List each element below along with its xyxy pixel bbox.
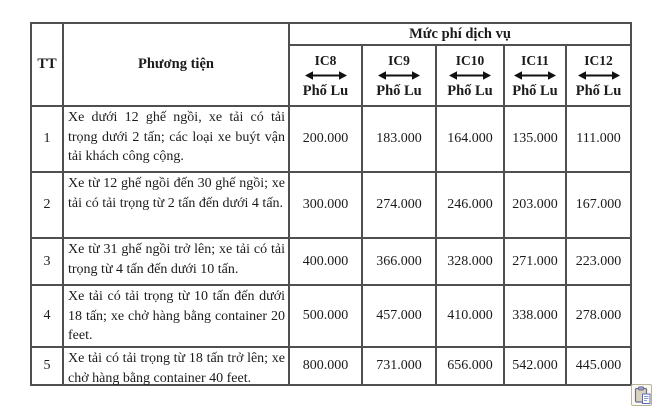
station-code: IC12: [584, 52, 613, 68]
fee-value: 164.000: [436, 106, 504, 172]
vehicle-description: Xe tải có tải trọng từ 18 tấn trở lên; xe chở hàng bằng container 40 feet.: [63, 347, 289, 385]
station-header-ic8: [289, 45, 362, 106]
vehicle-description: Xe tải có tải trọng từ 10 tấn đến dưới 18 tấn; xe chở hàng bằng container 20 feet.: [63, 285, 289, 347]
paste-options-button[interactable]: [631, 384, 652, 406]
vehicle-description: Xe từ 31 ghế ngồi trở lên; xe tải có tải trọng từ 4 tấn đến dưới 10 tấn.: [63, 238, 289, 285]
station-name: Phố Lu: [302, 82, 349, 99]
row-number: 3: [31, 238, 63, 285]
station-name: Phố Lu: [512, 82, 558, 99]
fee-value: 203.000: [504, 172, 566, 238]
table-row: [31, 172, 631, 238]
station-name: Phố Lu: [575, 82, 622, 99]
double-arrow-icon: [449, 70, 491, 81]
table-row: [31, 347, 631, 385]
fee-value: 800.000: [289, 347, 362, 385]
double-arrow-icon: [305, 70, 347, 81]
fee-value: 457.000: [362, 285, 436, 347]
station-header-ic12: [566, 45, 631, 106]
fee-value: 274.000: [362, 172, 436, 238]
vehicle-description: Xe dưới 12 ghế ngồi, xe tải có tải trọng dưới 2 tấn; các loại xe buýt vận tải khách công cộng.: [63, 106, 289, 172]
row-number: 1: [31, 106, 63, 172]
table-row: [31, 106, 631, 172]
station-code: IC10: [455, 52, 485, 68]
station-code: IC11: [521, 52, 549, 68]
double-arrow-icon: [378, 70, 420, 81]
station-name: Phố Lu: [376, 82, 422, 99]
row-number: 5: [31, 347, 63, 385]
row-number: 4: [31, 285, 63, 347]
toll-fee-table: [30, 22, 632, 386]
clipboard-icon: [634, 386, 651, 405]
station-header-ic11: [504, 45, 566, 106]
fee-value: 400.000: [289, 238, 362, 285]
fee-value: 271.000: [504, 238, 566, 285]
fee-value: 731.000: [362, 347, 436, 385]
station-header-ic9: [362, 45, 436, 106]
table-row: [31, 285, 631, 347]
column-header-tt: TT: [31, 23, 63, 106]
fee-value: 167.000: [566, 172, 631, 238]
fee-value: 246.000: [436, 172, 504, 238]
station-name: Phố Lu: [447, 82, 493, 99]
table-row: [31, 238, 631, 285]
fee-value: 223.000: [566, 238, 631, 285]
fee-value: 200.000: [289, 106, 362, 172]
double-arrow-icon: [578, 70, 620, 81]
vehicle-description: Xe từ 12 ghế ngồi đến 30 ghế ngồi; xe tải có tải trọng từ 2 tấn đến dưới 4 tấn.: [63, 172, 289, 238]
fee-value: 300.000: [289, 172, 362, 238]
station-header-ic10: [436, 45, 504, 106]
fee-value: 328.000: [436, 238, 504, 285]
station-code: IC8: [314, 52, 337, 68]
fee-value: 278.000: [566, 285, 631, 347]
fee-value: 366.000: [362, 238, 436, 285]
fee-value: 542.000: [504, 347, 566, 385]
double-arrow-icon: [514, 70, 556, 81]
column-header-vehicle: Phương tiện: [63, 23, 289, 106]
fee-value: 410.000: [436, 285, 504, 347]
fee-value: 500.000: [289, 285, 362, 347]
row-number: 2: [31, 172, 63, 238]
fee-value: 656.000: [436, 347, 504, 385]
station-code: IC9: [388, 52, 410, 68]
fee-value: 183.000: [362, 106, 436, 172]
fee-group-header: Mức phí dịch vụ: [289, 23, 631, 45]
fee-value: 111.000: [566, 106, 631, 172]
fee-value: 338.000: [504, 285, 566, 347]
fee-value: 135.000: [504, 106, 566, 172]
fee-value: 445.000: [566, 347, 631, 385]
